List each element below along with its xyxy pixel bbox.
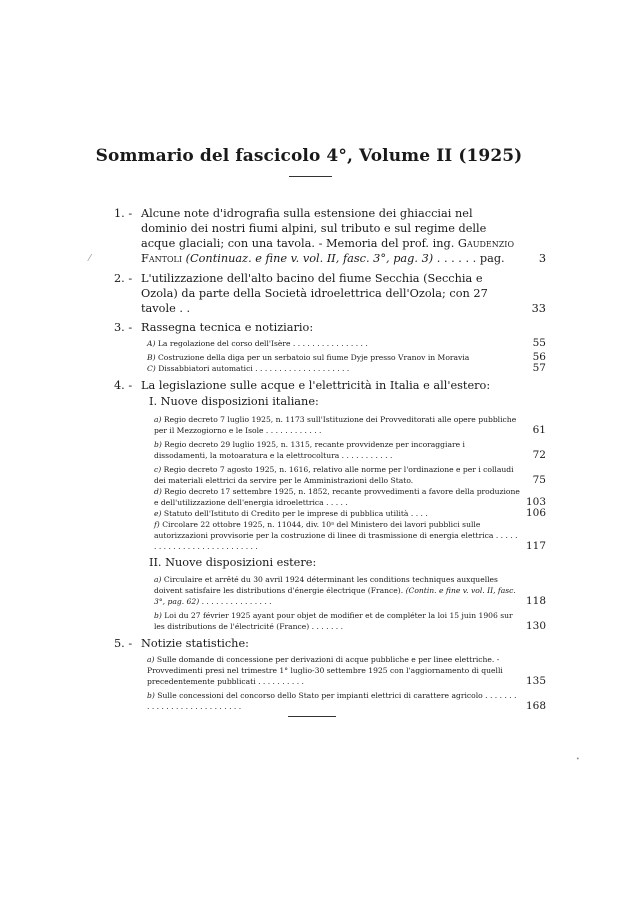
entry-label: c)	[154, 465, 162, 474]
page-number: 106	[525, 507, 546, 519]
toc-entry-3c	[114, 363, 546, 374]
entry-title: Regio decreto 17 settembre 1925, n. 1852, recante provvedimenti a favore della produzione e dell'utilizzazione dell'energia idroelettrica . . . . .	[154, 487, 520, 507]
page-number: 117	[525, 540, 546, 552]
entry-title: Sulle domande di concessione per derivazioni di acque pubbliche e per linee elettriche. - Provvedimenti presi nel trimestre 1° luglio-30 settembre 1925 con l'aggiornamento di quelli precedentemente pubblicati . . . . . . . . . .	[147, 655, 503, 686]
entry-label: b)	[154, 611, 162, 620]
section-title: Notizie statistiche:	[141, 637, 249, 650]
margin-dot: •	[576, 756, 580, 763]
page-number: 72	[532, 449, 546, 461]
entry-title: Circolare 22 ottobre 1925, n. 11044, div. 10ᵃ del Ministero dei lavori pubblici sulle autorizzazioni provvisorie per la costruzione di linee di trasmissione di energia elettrica . . . . . . . . . . . . . . . . . . . . . . . . . . .	[154, 520, 518, 551]
toc-entry-3b	[114, 352, 546, 363]
page-number: 118	[525, 595, 546, 607]
toc-entry-4-I-b	[114, 439, 546, 461]
toc-entry-4-I-d	[114, 486, 546, 508]
toc-entry-4-II-b	[114, 610, 546, 632]
entry-title: Regio decreto 29 luglio 1925, n. 1315, recante provvidenze per incoraggiare i dissodamenti, la motoaratura e la elettrocoltura . . . . . . . . . . .	[154, 440, 465, 460]
page-number: 130	[525, 620, 546, 632]
page-number: 57	[532, 362, 546, 374]
page-number: 135	[525, 675, 546, 687]
page-number: 75	[532, 474, 546, 486]
entry-label: B)	[147, 353, 156, 362]
entry-title: Circulaire et arrêté du 30 avril 1924 déterminant les conditions techniques auxquelles doivent satisfaire les distributions d'énergie électrique (France).	[154, 575, 498, 595]
entry-title: Costruzione della diga per un serbatoio sul fiume Dyje presso Vranov in Moravia	[157, 353, 470, 362]
entry-label: A)	[147, 339, 156, 348]
entry-leader: . . . . . . . . . . . . . . .	[199, 597, 272, 606]
toc-section-3	[114, 320, 546, 335]
entry-title: Loi du 27 février 1925 ayant pour objet de modifier et de compléter la loi 15 juin 1906 sur les distributions de l'électricité (France) . . . . . . .	[154, 611, 513, 631]
page-number: 168	[525, 700, 546, 712]
toc-entry-4-II-a	[114, 574, 546, 607]
entry-label: a)	[154, 415, 162, 424]
page-number: 56	[532, 351, 546, 363]
end-rule	[288, 716, 336, 717]
entry-title: Dissabbiatori automatici . . . . . . . . . . . . . . . . . . . .	[158, 364, 350, 373]
page-number: 103	[525, 496, 546, 508]
toc-section-4	[114, 378, 546, 393]
section-leader: . . . . . . pag.	[433, 252, 505, 265]
margin-mark: ⁄	[89, 254, 91, 264]
entry-title: Regio decreto 7 luglio 1925, n. 1173 sull'Istituzione dei Provveditorati alle opere pubbliche per il Mezzogiorno e le Isole . . . . . . . . . . . .	[154, 415, 517, 435]
toc-entry-5b	[114, 690, 546, 712]
toc-entry-3a	[114, 338, 546, 349]
toc-section-1	[114, 206, 546, 266]
entry-label: e)	[154, 509, 162, 518]
entry-note: (Contin. e fine v. vol. II, fasc. 3°, pag. 62)	[154, 586, 516, 606]
title-rule	[289, 176, 332, 177]
entry-label: d)	[154, 487, 162, 496]
toc-section-2	[114, 271, 546, 316]
entry-title: Regio decreto 7 agosto 1925, n. 1616, relativo alle norme per l'ordinazione e per i collaudi dei materiali elettrici da servire per le Amministrazioni dello Stato.	[154, 465, 514, 485]
toc-entry-4-I-a	[114, 414, 546, 436]
page-number: 33	[531, 302, 546, 315]
subsection-heading-1: I. Nuove disposizioni italiane:	[149, 395, 319, 408]
page-title: Sommario del fascicolo 4°, Volume II (1925)	[95, 146, 523, 166]
entry-title: Sulle concessioni del concorso dello Stato per impianti elettrici di carattere agricolo . . . . . . . . . . . . . . . . . . . . . . . . . . .	[147, 691, 517, 711]
section-title: L'utilizzazione dell'alto bacino del fiume Secchia (Secchia e Ozola) da parte della Società idroelettrica dell'Ozola; con 27 tavole . .	[141, 272, 488, 315]
toc-entry-5a	[114, 654, 546, 687]
section-number: 5. -	[114, 637, 133, 650]
entry-title: Statuto dell'Istituto di Credito per le imprese di pubblica utilità . . . .	[163, 509, 428, 518]
entry-label: a)	[154, 575, 162, 584]
page-number: 55	[532, 337, 546, 349]
section-title: La legislazione sulle acque e l'elettricità in Italia e all'estero:	[141, 379, 491, 392]
entry-title: La regolazione del corso dell'Isère . . . . . . . . . . . . . . . .	[157, 339, 368, 348]
entry-label: a)	[147, 655, 155, 664]
section-note: (Continuaz. e fine v. vol. II, fasc. 3°, pag. 3)	[185, 252, 434, 265]
page-number: 3	[538, 252, 546, 265]
toc-entry-4-I-c	[114, 464, 546, 486]
subsection-heading-2: II. Nuove disposizioni estere:	[149, 556, 317, 569]
entry-label: b)	[147, 691, 155, 700]
page-number: 61	[532, 424, 546, 436]
section-number: 3. -	[114, 321, 133, 334]
section-number: 4. -	[114, 379, 133, 392]
entry-label: f)	[154, 520, 160, 529]
entry-label: b)	[154, 440, 162, 449]
section-title: Rassegna tecnica e notiziario:	[141, 321, 314, 334]
section-number: 1. -	[114, 207, 133, 220]
toc-entry-4-I-e	[114, 508, 546, 519]
toc-entry-4-I-f	[114, 519, 546, 552]
table-of-contents	[114, 206, 546, 712]
entry-label: C)	[147, 364, 156, 373]
section-number: 2. -	[114, 272, 133, 285]
section-author: Gaudenzio Fantoli	[141, 237, 514, 265]
toc-section-5	[114, 636, 546, 651]
section-title: Alcune note d'idrografia sulla estensione dei ghiacciai nel dominio dei nostri fiumi alpini, sul tributo e sul regime delle acque glaciali; con una tavola. - Memoria del prof. ing.	[141, 207, 487, 250]
